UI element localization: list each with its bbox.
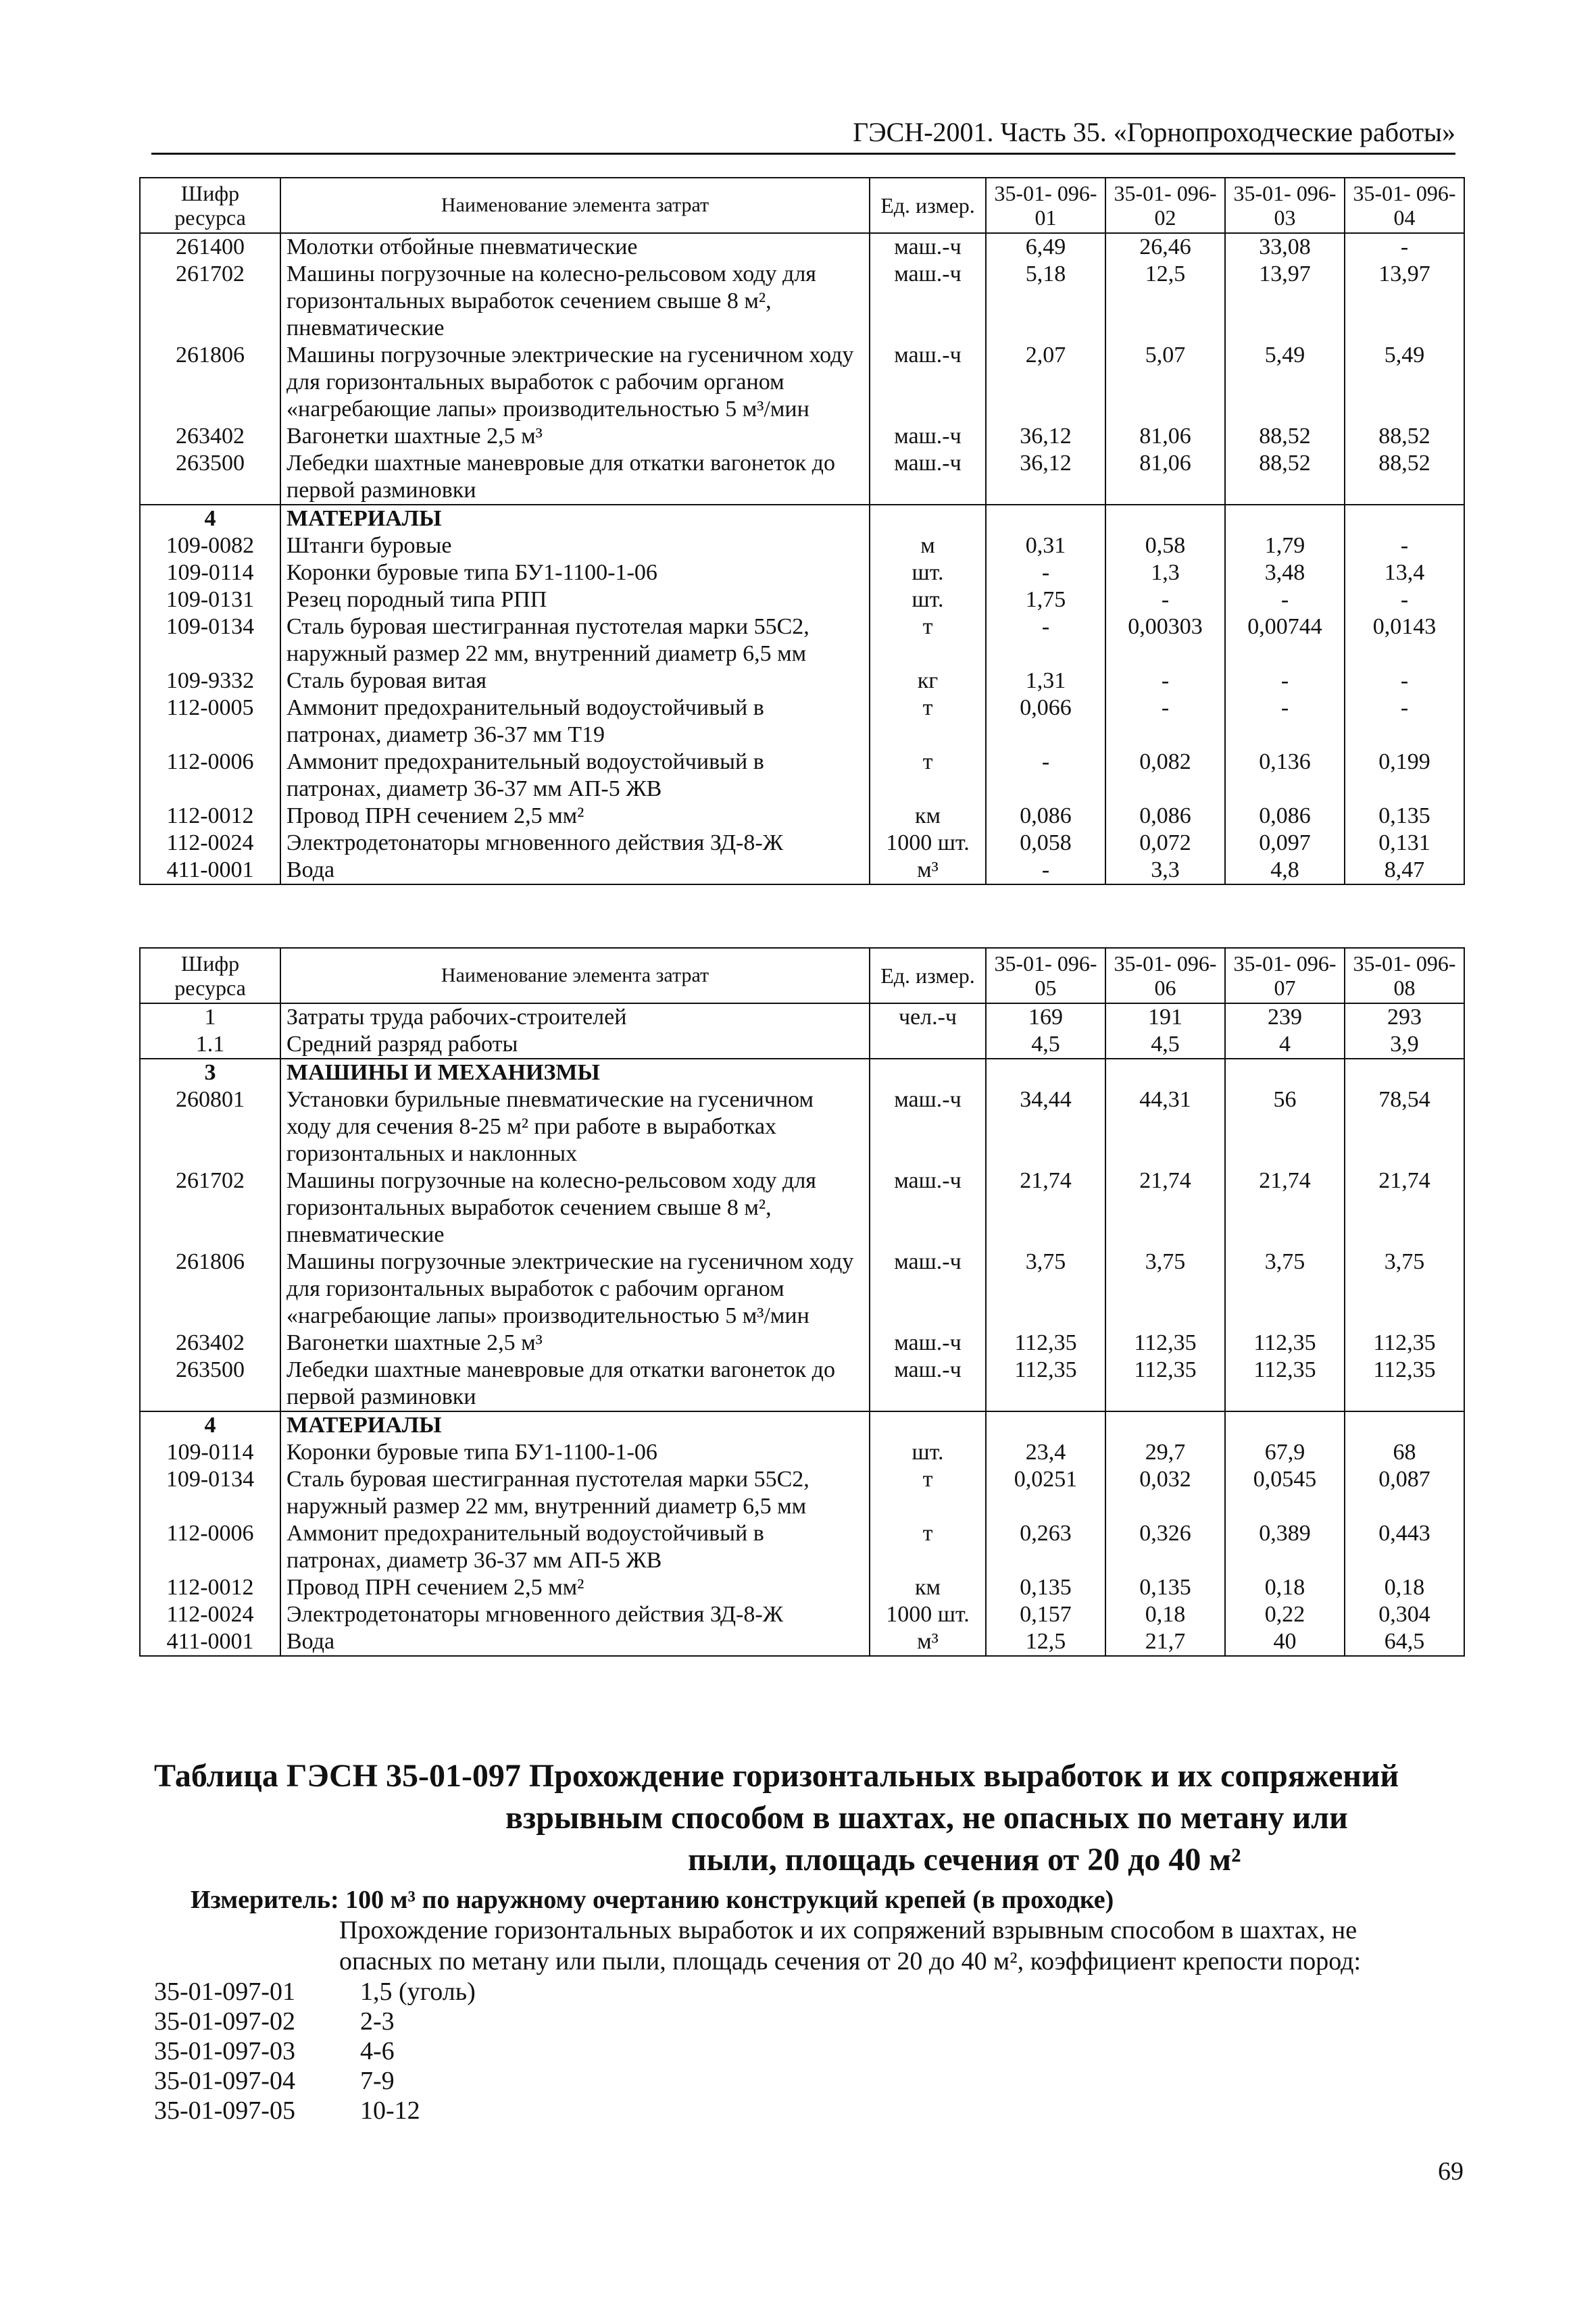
cell-value: 0,18 <box>1105 1601 1225 1628</box>
cell-unit: маш.-ч <box>870 423 986 450</box>
cell-value <box>1225 505 1345 532</box>
cell-value: 0,18 <box>1225 1574 1345 1601</box>
header-rule <box>151 153 1455 155</box>
cell-value: 36,12 <box>986 423 1105 450</box>
table-row <box>140 1357 1464 1411</box>
cell-name: Провод ПРН сечением 2,5 мм² <box>280 1574 870 1601</box>
cell-code: 3 <box>140 1059 280 1086</box>
cell-unit: маш.-ч <box>870 261 986 342</box>
variant-value: 2-3 <box>360 2007 395 2036</box>
cell-value: 112,35 <box>1105 1357 1225 1411</box>
cell-value: 78,54 <box>1345 1086 1464 1167</box>
table-row <box>140 1601 1464 1628</box>
cell-value: 112,35 <box>1345 1357 1464 1411</box>
table-row <box>140 1520 1464 1574</box>
table-row <box>140 559 1464 586</box>
section-title-line2: взрывным способом в шахтах, не опасных по метану или <box>505 1800 1348 1836</box>
cell-value: 0,087 <box>1345 1466 1464 1520</box>
cell-code: 261702 <box>140 261 280 342</box>
cell-value: 0,443 <box>1345 1520 1464 1574</box>
cell-value: 40 <box>1225 1628 1345 1656</box>
col-header-v3: 35-01- 096-03 <box>1225 178 1345 233</box>
table-row <box>140 586 1464 613</box>
variant-row <box>154 2007 476 2036</box>
table-row <box>140 1574 1464 1601</box>
section-title-line1: Таблица ГЭСН 35-01-097 Прохождение горизонтальных выработок и их сопряжений <box>154 1758 1399 1794</box>
cell-code: 263402 <box>140 1330 280 1357</box>
col-header-name: Наименование элемента затрат <box>280 178 870 233</box>
table-row <box>140 342 1464 423</box>
running-header: ГЭСН-2001. Часть 35. «Горнопроходческие работы» <box>853 117 1455 147</box>
cell-value: 88,52 <box>1225 423 1345 450</box>
cell-value: 4,8 <box>1225 857 1345 884</box>
cell-unit: маш.-ч <box>870 1249 986 1330</box>
cell-value: 13,97 <box>1225 261 1345 342</box>
cell-name: Электродетонаторы мгновенного действия ЗД-8-Ж <box>280 1601 870 1628</box>
cell-code: 263500 <box>140 1357 280 1411</box>
table-row <box>140 1249 1464 1330</box>
cell-value: 0,082 <box>1105 749 1225 803</box>
cell-value: 0,086 <box>1225 803 1345 830</box>
cell-code: 261806 <box>140 342 280 423</box>
table-row <box>140 1003 1464 1031</box>
cell-value: - <box>1345 233 1464 261</box>
cell-name: Лебедки шахтные маневровые для откатки вагонеток до первой разминовки <box>280 450 870 505</box>
cell-name: Вагонетки шахтные 2,5 м³ <box>280 1330 870 1357</box>
cell-name: Провод ПРН сечением 2,5 мм² <box>280 803 870 830</box>
cell-value: - <box>1225 586 1345 613</box>
cell-value <box>1345 1059 1464 1086</box>
table-row <box>140 233 1464 261</box>
cell-unit: маш.-ч <box>870 1330 986 1357</box>
cell-value: 36,12 <box>986 450 1105 505</box>
cell-unit: шт. <box>870 586 986 613</box>
cell-value <box>986 505 1105 532</box>
cell-value: 88,52 <box>1345 423 1464 450</box>
cell-value: 0,086 <box>1105 803 1225 830</box>
cell-value: - <box>986 559 1105 586</box>
variant-row <box>154 2066 476 2096</box>
cell-value: - <box>986 857 1105 884</box>
table-row <box>140 857 1464 884</box>
cell-code: 109-9332 <box>140 668 280 695</box>
table-row <box>140 803 1464 830</box>
col-header-v2: 35-01- 096-02 <box>1105 178 1225 233</box>
cell-unit: маш.-ч <box>870 1167 986 1249</box>
col-header-v4: 35-01- 096-04 <box>1345 178 1464 233</box>
cell-unit: маш.-ч <box>870 1357 986 1411</box>
cell-value: 0,304 <box>1345 1601 1464 1628</box>
cell-value: 34,44 <box>986 1086 1105 1167</box>
cell-code: 112-0006 <box>140 1520 280 1574</box>
cell-code: 112-0012 <box>140 803 280 830</box>
variant-code: 35-01-097-02 <box>154 2007 295 2036</box>
cell-value: 0,058 <box>986 830 1105 857</box>
cell-code: 4 <box>140 1411 280 1439</box>
cell-value: 112,35 <box>1345 1330 1464 1357</box>
table-row <box>140 613 1464 668</box>
cell-name: Вода <box>280 857 870 884</box>
table-row <box>140 532 1464 559</box>
cell-unit: маш.-ч <box>870 233 986 261</box>
cell-value: 0,18 <box>1345 1574 1464 1601</box>
table-row <box>140 830 1464 857</box>
cell-value: 0,0545 <box>1225 1466 1345 1520</box>
cell-unit: км <box>870 1574 986 1601</box>
variant-code: 35-01-097-04 <box>154 2067 295 2095</box>
variant-value: 1,5 (уголь) <box>360 1978 476 2006</box>
cell-value: 21,74 <box>1345 1167 1464 1249</box>
cell-value: 191 <box>1105 1003 1225 1031</box>
cell-unit: т <box>870 749 986 803</box>
cell-code: 261400 <box>140 233 280 261</box>
table-row <box>140 505 1464 532</box>
cell-value: 0,072 <box>1105 830 1225 857</box>
table-row <box>140 749 1464 803</box>
cell-unit: чел.-ч <box>870 1003 986 1031</box>
measure-unit: Измеритель: 100 м³ по наружному очертанию конструкций крепей (в проходке) <box>191 1886 1114 1914</box>
cell-value: 0,086 <box>986 803 1105 830</box>
cell-code: 1.1 <box>140 1031 280 1059</box>
cell-code: 112-0006 <box>140 749 280 803</box>
cell-name: Коронки буровые типа БУ1-1100-1-06 <box>280 559 870 586</box>
col-header-v3: 35-01- 096-07 <box>1225 948 1345 1003</box>
cell-value: 6,49 <box>986 233 1105 261</box>
cell-value: 1,75 <box>986 586 1105 613</box>
cell-name: Аммонит предохранительный водоустойчивый в патронах, диаметр 36-37 мм Т19 <box>280 695 870 749</box>
cell-value: 68 <box>1345 1439 1464 1466</box>
cell-value: 293 <box>1345 1003 1464 1031</box>
cell-value: - <box>1345 532 1464 559</box>
cell-value: - <box>1345 668 1464 695</box>
table-row <box>140 695 1464 749</box>
cell-code: 260801 <box>140 1086 280 1167</box>
page-number: 69 <box>1438 2157 1464 2186</box>
cell-value: 1,31 <box>986 668 1105 695</box>
table-row <box>140 1466 1464 1520</box>
cell-unit: т <box>870 1520 986 1574</box>
cell-value: 0,097 <box>1225 830 1345 857</box>
col-header-v1: 35-01- 096-01 <box>986 178 1105 233</box>
cell-code: 4 <box>140 505 280 532</box>
cell-value: 0,135 <box>1105 1574 1225 1601</box>
cell-value: 3,75 <box>986 1249 1105 1330</box>
table-row <box>140 1411 1464 1439</box>
table-row <box>140 1059 1464 1086</box>
variant-row <box>154 2096 476 2126</box>
table-row <box>140 450 1464 505</box>
cell-code: 112-0012 <box>140 1574 280 1601</box>
cell-unit: т <box>870 695 986 749</box>
cell-code: 109-0114 <box>140 1439 280 1466</box>
table-row <box>140 423 1464 450</box>
cell-value: 4,5 <box>1105 1031 1225 1059</box>
variant-value: 4-6 <box>360 2037 395 2065</box>
cell-value: 0,31 <box>986 532 1105 559</box>
cell-value: 0,199 <box>1345 749 1464 803</box>
cell-value: 2,07 <box>986 342 1105 423</box>
cell-name: Сталь буровая шестигранная пустотелая марки 55С2, наружный размер 22 мм, внутренний диаметр 6,5 мм <box>280 1466 870 1520</box>
table-row <box>140 1167 1464 1249</box>
cell-code: 1 <box>140 1003 280 1031</box>
cell-unit: т <box>870 613 986 668</box>
cell-name: Коронки буровые типа БУ1-1100-1-06 <box>280 1439 870 1466</box>
cell-name: МАШИНЫ И МЕХАНИЗМЫ <box>280 1059 870 1086</box>
cell-name: Сталь буровая витая <box>280 668 870 695</box>
cell-value: - <box>1225 668 1345 695</box>
col-header-v4: 35-01- 096-08 <box>1345 948 1464 1003</box>
variant-code: 35-01-097-05 <box>154 2096 295 2125</box>
cell-value: 0,22 <box>1225 1601 1345 1628</box>
cell-unit: маш.-ч <box>870 342 986 423</box>
cell-value: 112,35 <box>1225 1357 1345 1411</box>
work-description: Прохождение горизонтальных выработок и их сопряжений взрывным способом в шахтах, не опасных по метану или пыли, площадь сечения от 20 до 40 м², коэффициент крепости пород: <box>339 1916 1362 1976</box>
cell-value: 64,5 <box>1345 1628 1464 1656</box>
cell-value: 4 <box>1225 1031 1345 1059</box>
cell-value: 0,0143 <box>1345 613 1464 668</box>
cell-value: - <box>1345 586 1464 613</box>
cell-unit: 1000 шт. <box>870 1601 986 1628</box>
cell-value: 3,9 <box>1345 1031 1464 1059</box>
cell-unit: м <box>870 532 986 559</box>
cell-value: 21,74 <box>1105 1167 1225 1249</box>
cell-value: 21,74 <box>1225 1167 1345 1249</box>
cell-value: 0,136 <box>1225 749 1345 803</box>
cell-value: 5,49 <box>1345 342 1464 423</box>
cell-code: 112-0024 <box>140 830 280 857</box>
cell-value: 56 <box>1225 1086 1345 1167</box>
cell-unit: т <box>870 1466 986 1520</box>
cell-value: - <box>986 749 1105 803</box>
cell-code: 112-0005 <box>140 695 280 749</box>
cell-code: 263402 <box>140 423 280 450</box>
cell-code: 109-0134 <box>140 1466 280 1520</box>
cell-value: 3,48 <box>1225 559 1345 586</box>
cell-unit: 1000 шт. <box>870 830 986 857</box>
cell-name: Сталь буровая шестигранная пустотелая марки 55С2, наружный размер 22 мм, внутренний диаметр 6,5 мм <box>280 613 870 668</box>
cell-unit: кг <box>870 668 986 695</box>
cell-unit: шт. <box>870 1439 986 1466</box>
cell-code: 263500 <box>140 450 280 505</box>
cell-name: Вагонетки шахтные 2,5 м³ <box>280 423 870 450</box>
col-header-name: Наименование элемента затрат <box>280 948 870 1003</box>
cell-value: - <box>986 613 1105 668</box>
cell-code: 109-0134 <box>140 613 280 668</box>
cell-value: 33,08 <box>1225 233 1345 261</box>
col-header-v1: 35-01- 096-05 <box>986 948 1105 1003</box>
cell-value: 88,52 <box>1225 450 1345 505</box>
cell-value: 0,066 <box>986 695 1105 749</box>
col-header-unit: Ед. измер. <box>870 178 986 233</box>
cell-name: Штанги буровые <box>280 532 870 559</box>
cell-value <box>986 1411 1105 1439</box>
cell-value: 21,74 <box>986 1167 1105 1249</box>
cell-value: 112,35 <box>986 1330 1105 1357</box>
cell-value: 81,06 <box>1105 450 1225 505</box>
cell-code: 261806 <box>140 1249 280 1330</box>
cell-value <box>1225 1059 1345 1086</box>
cell-name: Установки бурильные пневматические на гусеничном ходу для сечения 8-25 м² при работе в выработках горизонтальных и наклонных <box>280 1086 870 1167</box>
cell-name: Лебедки шахтные маневровые для откатки вагонеток до первой разминовки <box>280 1357 870 1411</box>
cell-value: 0,135 <box>1345 803 1464 830</box>
cell-value: 13,97 <box>1345 261 1464 342</box>
cost-table-096-05-08 <box>139 947 1465 1657</box>
cell-code: 109-0131 <box>140 586 280 613</box>
variant-value: 10-12 <box>360 2096 420 2125</box>
cell-value: 239 <box>1225 1003 1345 1031</box>
cell-value: 0,263 <box>986 1520 1105 1574</box>
cell-value: 169 <box>986 1003 1105 1031</box>
table-row <box>140 1031 1464 1059</box>
table-row <box>140 261 1464 342</box>
variant-row <box>154 2036 476 2066</box>
cell-value: 26,46 <box>1105 233 1225 261</box>
cell-value <box>1105 1059 1225 1086</box>
cell-value: 44,31 <box>1105 1086 1225 1167</box>
cell-name: Молотки отбойные пневматические <box>280 233 870 261</box>
cell-name: Машины погрузочные на колесно-рельсовом ходу для горизонтальных выработок сечением свыше 8 м², пневматические <box>280 1167 870 1249</box>
cell-value: 4,5 <box>986 1031 1105 1059</box>
cell-value: 0,58 <box>1105 532 1225 559</box>
cell-unit: м³ <box>870 1628 986 1656</box>
cell-value: 67,9 <box>1225 1439 1345 1466</box>
cell-value: 112,35 <box>986 1357 1105 1411</box>
cell-value: 0,157 <box>986 1601 1105 1628</box>
cell-value: 0,131 <box>1345 830 1464 857</box>
col-header-code: Шифр ресурса <box>140 948 280 1003</box>
variant-row <box>154 1977 476 2007</box>
cell-unit <box>870 505 986 532</box>
table-row <box>140 1439 1464 1466</box>
cell-value: 0,032 <box>1105 1466 1225 1520</box>
cell-value: - <box>1105 695 1225 749</box>
col-header-v2: 35-01- 096-06 <box>1105 948 1225 1003</box>
cell-value: 0,326 <box>1105 1520 1225 1574</box>
cell-value: 0,135 <box>986 1574 1105 1601</box>
cell-value: 13,4 <box>1345 559 1464 586</box>
cell-code: 261702 <box>140 1167 280 1249</box>
cell-name: МАТЕРИАЛЫ <box>280 505 870 532</box>
cell-value: 1,79 <box>1225 532 1345 559</box>
cell-unit: м³ <box>870 857 986 884</box>
cost-table-096-01-04 <box>139 177 1465 885</box>
cell-value: 112,35 <box>1225 1330 1345 1357</box>
col-header-unit: Ед. измер. <box>870 948 986 1003</box>
cell-value: 0,00303 <box>1105 613 1225 668</box>
table-row <box>140 1330 1464 1357</box>
col-header-code: Шифр ресурса <box>140 178 280 233</box>
cell-value <box>1105 505 1225 532</box>
cell-name: Вода <box>280 1628 870 1656</box>
cell-value: 29,7 <box>1105 1439 1225 1466</box>
cell-code: 112-0024 <box>140 1601 280 1628</box>
cell-value: - <box>1105 668 1225 695</box>
cell-name: Машины погрузочные на колесно-рельсовом ходу для горизонтальных выработок сечением свыше 8 м², пневматические <box>280 261 870 342</box>
cell-name: Аммонит предохранительный водоустойчивый в патронах, диаметр 36-37 мм АП-5 ЖВ <box>280 749 870 803</box>
cell-value: 5,49 <box>1225 342 1345 423</box>
cell-value: 88,52 <box>1345 450 1464 505</box>
variant-list <box>154 1977 476 2126</box>
cell-value <box>1345 505 1464 532</box>
cell-code: 109-0114 <box>140 559 280 586</box>
cell-value: 0,00744 <box>1225 613 1345 668</box>
cell-name: Машины погрузочные электрические на гусеничном ходу для горизонтальных выработок с рабочим органом «нагребающие лапы» производительностью 5 м³/мин <box>280 1249 870 1330</box>
cell-value: 112,35 <box>1105 1330 1225 1357</box>
cell-value: 12,5 <box>1105 261 1225 342</box>
cell-value: 5,18 <box>986 261 1105 342</box>
cell-value: 81,06 <box>1105 423 1225 450</box>
cell-name: Машины погрузочные электрические на гусеничном ходу для горизонтальных выработок с рабочим органом «нагребающие лапы» производительностью 5 м³/мин <box>280 342 870 423</box>
cell-code: 411-0001 <box>140 1628 280 1656</box>
cell-name: МАТЕРИАЛЫ <box>280 1411 870 1439</box>
cell-value <box>986 1059 1105 1086</box>
cell-unit: шт. <box>870 559 986 586</box>
cell-value: - <box>1345 695 1464 749</box>
cell-unit <box>870 1411 986 1439</box>
table-row <box>140 1628 1464 1656</box>
cell-unit: маш.-ч <box>870 450 986 505</box>
cell-value: 12,5 <box>986 1628 1105 1656</box>
cell-unit <box>870 1059 986 1086</box>
cell-unit <box>870 1031 986 1059</box>
cell-value: 21,7 <box>1105 1628 1225 1656</box>
cell-value: 3,75 <box>1105 1249 1225 1330</box>
cell-code: 109-0082 <box>140 532 280 559</box>
cell-value: 0,0251 <box>986 1466 1105 1520</box>
cell-unit: км <box>870 803 986 830</box>
cell-value: 3,75 <box>1345 1249 1464 1330</box>
variant-value: 7-9 <box>360 2067 395 2095</box>
cell-value: 3,3 <box>1105 857 1225 884</box>
variant-code: 35-01-097-01 <box>154 1978 295 2006</box>
cell-value <box>1105 1411 1225 1439</box>
cell-value <box>1225 1411 1345 1439</box>
cell-value: - <box>1225 695 1345 749</box>
table-row <box>140 1086 1464 1167</box>
section-title-line3: пыли, площадь сечения от 20 до 40 м² <box>688 1842 1241 1878</box>
cell-value: 23,4 <box>986 1439 1105 1466</box>
cell-value: 5,07 <box>1105 342 1225 423</box>
table-row <box>140 668 1464 695</box>
cell-value: 3,75 <box>1225 1249 1345 1330</box>
variant-code: 35-01-097-03 <box>154 2037 295 2065</box>
section-title <box>154 1755 1451 1881</box>
cell-name: Средний разряд работы <box>280 1031 870 1059</box>
cell-unit: маш.-ч <box>870 1086 986 1167</box>
cell-code: 411-0001 <box>140 857 280 884</box>
cell-value: 1,3 <box>1105 559 1225 586</box>
cell-name: Электродетонаторы мгновенного действия ЗД-8-Ж <box>280 830 870 857</box>
cell-value: 0,389 <box>1225 1520 1345 1574</box>
cell-value <box>1345 1411 1464 1439</box>
cell-value: - <box>1105 586 1225 613</box>
cell-name: Резец породный типа РПП <box>280 586 870 613</box>
cell-value: 8,47 <box>1345 857 1464 884</box>
cell-name: Аммонит предохранительный водоустойчивый в патронах, диаметр 36-37 мм АП-5 ЖВ <box>280 1520 870 1574</box>
cell-name: Затраты труда рабочих-строителей <box>280 1003 870 1031</box>
